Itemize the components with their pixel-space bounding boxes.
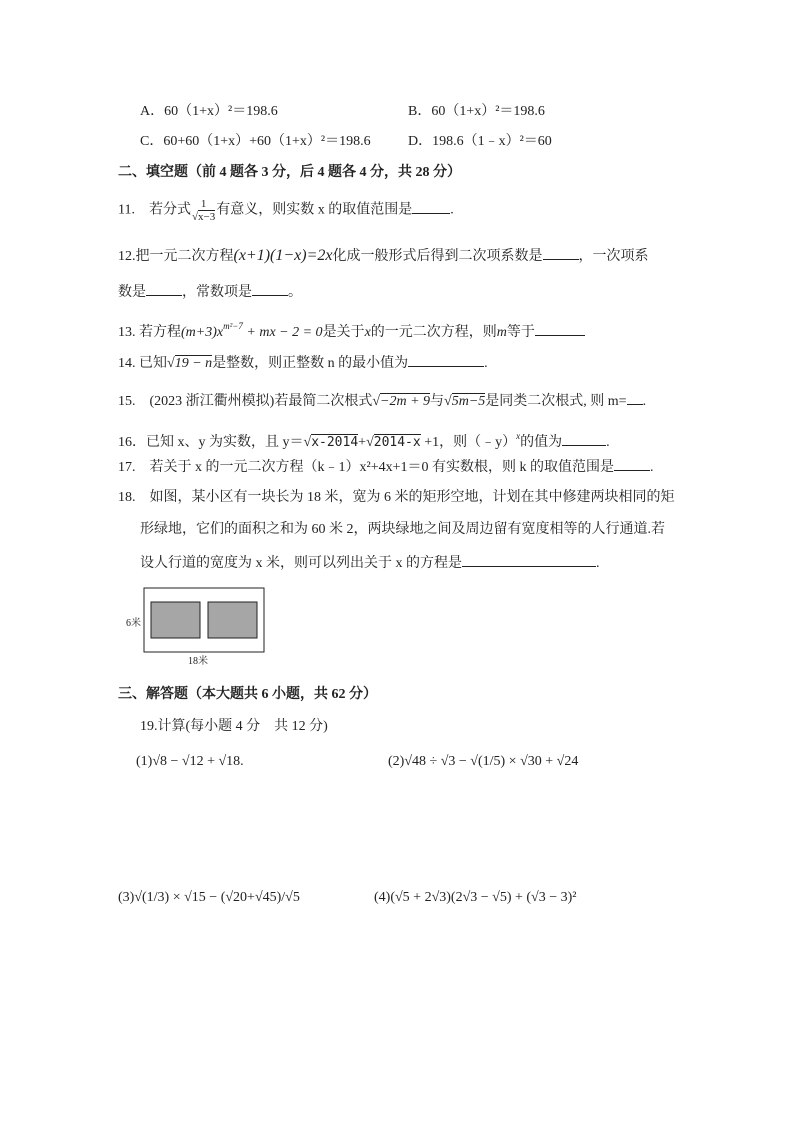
answer-blank — [627, 390, 643, 405]
question-19-part1: (1)√8 − √12 + √18. — [136, 754, 244, 769]
question-12: 12.把一元二次方程(x+1)(1−x)=2x化成一般形式后得到二次项系数是 ，一次项系 — [118, 247, 649, 264]
question-14: 14. 已知√19 − n是整数，则正整数 n 的最小值为 . — [118, 352, 488, 374]
green-plot-left — [151, 602, 200, 638]
answer-blank — [412, 199, 450, 214]
field-figure — [118, 582, 278, 672]
question-18-line2: 形绿地，它们的面积之和为 60 米 2，两块绿地之间及周边留有宽度相等的人行通道.若 — [140, 522, 665, 537]
option-d: D．198.6（1﹣x）²＝60 — [408, 134, 552, 149]
question-15: 15. (2023 浙江衢州模拟)若最简二次根式√−2m + 9与√5m−5是同类二次根式, 则 m= . — [118, 390, 646, 412]
question-18-line3: 设人行道的宽度为 x 米，则可以列出关于 x 的方程是 . — [140, 552, 600, 574]
option-b: B．60（1+x）²＝198.6 — [408, 104, 545, 119]
answer-blank — [562, 431, 606, 446]
answer-blank — [614, 456, 650, 471]
question-17: 17. 若关于 x 的一元二次方程（k﹣1）x²+4x+1＝0 有实数根，则 k 的取值范围是 . — [118, 456, 654, 478]
question-19-title: 19.计算(每小题 4 分 共 12 分) — [140, 719, 328, 734]
question-19-part3: (3)√(1/3) × √15 − (√20+√45)/√5 — [118, 890, 300, 905]
section-title-fill-blank: 二、填空题（前 4 题各 3 分，后 4 题各 4 分，共 28 分） — [118, 165, 461, 180]
answer-blank — [408, 352, 484, 367]
rectangle-diagram — [118, 582, 278, 677]
question-19-part2: (2)√48 ÷ √3 − √(1/5) × √30 + √24 — [388, 754, 579, 769]
question-18-line1: 18. 如图，某小区有一块长为 18 米，宽为 6 米的矩形空地，计划在其中修建两块相同的矩 — [118, 490, 675, 505]
answer-blank — [252, 281, 288, 296]
answer-blank — [462, 552, 596, 567]
question-12-line2: 数是 ，常数项是 。 — [118, 281, 302, 303]
green-plot-right — [208, 602, 257, 638]
width-label: 6米 — [126, 618, 141, 629]
question-19-part4: (4)(√5 + 2√3)(2√3 − √5) + (√3 − 3)² — [374, 890, 577, 905]
question-13: 13. 若方程$(m+3)x^{m^2-7}$ + mx − 2 = 0是关于x的一元二次方程，则m等于 — [118, 316, 585, 343]
question-11: 11. 若分式 $\frac{1}{√x-3}$ 有意义，则实数 x 的取值范围是 . — [118, 198, 454, 223]
answer-blank — [543, 245, 579, 260]
answer-blank — [146, 281, 182, 296]
question-16: 16．已知 x、y 为实数，且 y＝√x-2014+√2014-x +1，则（﹣y）$^x$的值为 . — [118, 431, 610, 450]
length-label: 18米 — [188, 656, 208, 667]
answer-blank — [535, 321, 585, 336]
section-title-solve: 三、解答题（本大题共 6 小题，共 62 分） — [118, 687, 377, 702]
fraction: $\frac{1}{√x-3}$ — [191, 198, 216, 223]
option-c: C．60+60（1+x）+60（1+x）²＝198.6 — [140, 134, 371, 149]
option-a: A．60（1+x）²＝198.6 — [140, 104, 278, 119]
